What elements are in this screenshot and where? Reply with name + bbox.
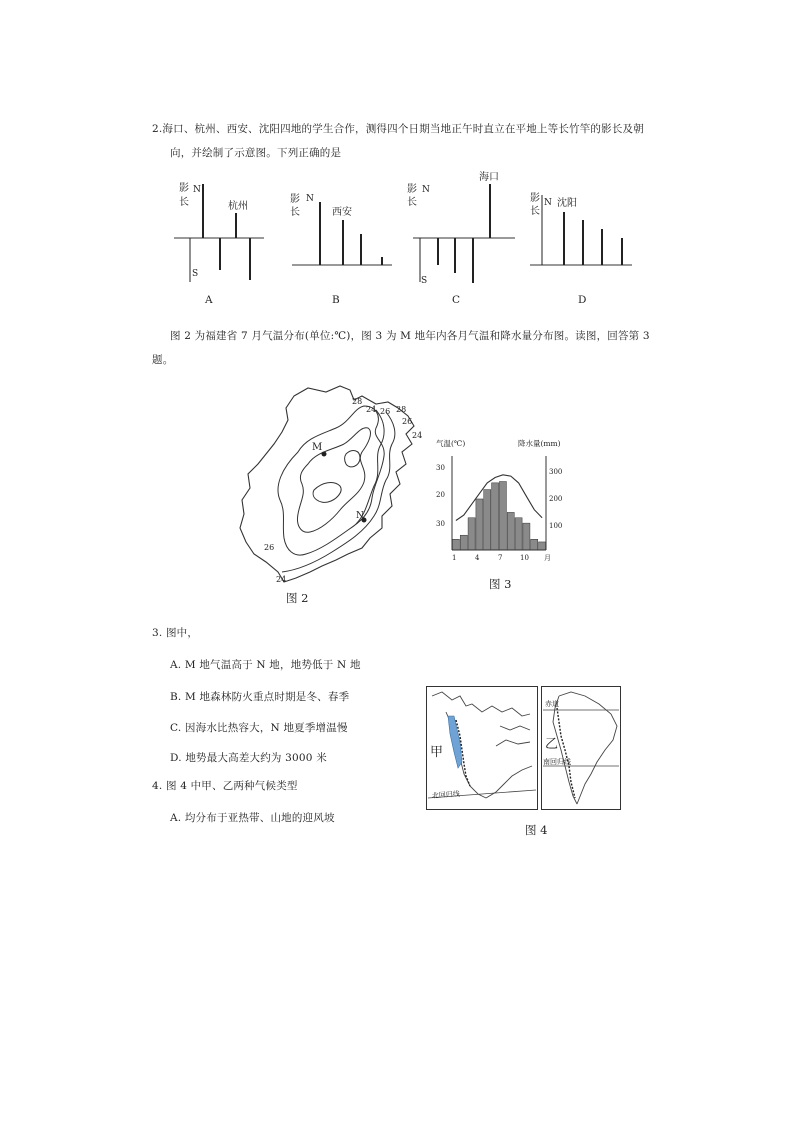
isotherm-label: 24 (366, 405, 377, 414)
left-axis-title: 气温(℃) (436, 439, 466, 448)
right-tick-label: 300 (549, 468, 563, 476)
axis-label-length: 长 (407, 197, 417, 208)
intro3-line1: 图 2 为福建省 7 月气温分布(单位:℃)，图 3 为 M 地年内各月气温和降水量分布图。读图，回答第 3 (170, 330, 650, 342)
left-tick-label: 30 (436, 464, 445, 472)
precipitation-bar (515, 518, 522, 550)
precipitation-bar (476, 499, 483, 550)
label-n: N (356, 511, 364, 521)
right-tick-label: 200 (549, 495, 563, 503)
precipitation-bar (452, 539, 459, 550)
isotherm-label: 26 (402, 417, 413, 426)
north-label: N (544, 198, 552, 208)
q4-option-a: A. 均分布于亚热带、山地的迎风坡 (170, 812, 335, 824)
map-panel-jia (426, 686, 538, 810)
north-label: N (193, 185, 201, 195)
north-label: N (422, 185, 430, 195)
precipitation-bar (507, 512, 514, 550)
axis-label-length: 长 (530, 206, 540, 217)
axis-label-shadow: 影 (290, 194, 300, 205)
isotherm-label: 24 (412, 431, 423, 440)
temperature-curve (456, 475, 542, 521)
figure2-caption: 图 2 (286, 591, 309, 605)
isotherm-label: 26 (380, 407, 391, 416)
figure4-caption: 图 4 (525, 823, 548, 837)
axis-label-shadow: 影 (530, 193, 540, 204)
north-label: N (306, 194, 314, 204)
label-m: M (312, 442, 323, 453)
q2-stem-line2: 向，并绘制了示意图。下列正确的是 (170, 147, 342, 159)
option-letter-c: C (452, 294, 461, 306)
label-tropic-north: 北回归线 (431, 790, 461, 800)
city-label-shenyang: 沈阳 (557, 198, 577, 209)
month-tick-label: 1 (452, 554, 457, 562)
month-tick-label: 4 (475, 554, 480, 562)
month-tick-label: 7 (498, 554, 503, 562)
option-letter-b: B (332, 294, 340, 306)
left-tick-label: 20 (436, 491, 445, 499)
q3-option-b: B. M 地森林防火重点时期是冬、春季 (170, 691, 350, 703)
shadow-diagram-d (528, 192, 638, 272)
q3-option-a: A. M 地气温高于 N 地，地势低于 N 地 (170, 659, 361, 671)
label-jia: 甲 (430, 745, 444, 760)
precipitation-bar (468, 518, 475, 550)
right-tick-label: 100 (549, 522, 563, 530)
precipitation-bar (523, 523, 530, 550)
axis-label-length: 长 (179, 197, 189, 208)
q3-option-d: D. 地势最大高差大约为 3000 米 (170, 752, 327, 764)
map-panel-yi (541, 686, 621, 810)
intro3-line2: 题。 (152, 354, 174, 366)
axis-label-length: 长 (290, 207, 300, 218)
axis-label-shadow: 影 (407, 184, 417, 195)
isotherm-label: 28 (352, 397, 363, 406)
shadow-diagram-b (290, 190, 400, 272)
q3-stem: 3. 图中， (152, 627, 199, 639)
isotherm-line (282, 412, 395, 572)
isotherm-line (345, 451, 361, 467)
climograph (432, 436, 562, 568)
right-axis-title: 降水量(mm) (518, 439, 561, 448)
month-tick-label: 10 (520, 554, 529, 562)
city-label-haikou: 海口 (479, 172, 499, 183)
q3-option-c: C. 因海水比热容大，N 地夏季增温慢 (170, 722, 348, 734)
city-label-xian: 西安 (332, 207, 352, 218)
precipitation-bar (531, 539, 538, 550)
city-label-hangzhou: 杭州 (228, 201, 248, 212)
precipitation-bar (492, 483, 499, 550)
isotherm-label: 24 (276, 575, 287, 584)
figure3-caption: 图 3 (489, 577, 512, 591)
fujian-isotherm-map (236, 382, 426, 588)
month-unit-label: 月 (544, 554, 551, 562)
label-yi: 乙 (545, 737, 559, 752)
isotherm-label: 26 (264, 543, 275, 552)
south-label: S (192, 269, 199, 279)
q4-stem: 4. 图 4 中甲、乙两种气候类型 (152, 780, 298, 792)
option-letter-a: A (205, 294, 213, 306)
isotherm-line (313, 483, 341, 503)
precipitation-bar (484, 490, 491, 550)
shadow-diagram-c (405, 170, 520, 290)
q2-stem-line1: 2.海口、杭州、西安、沈阳四地的学生合作，测得四个日期当地正午时直立在平地上等长竹竿的影长及朝 (152, 123, 644, 135)
point-m (322, 452, 327, 457)
precipitation-bar (499, 482, 506, 550)
label-equator: 赤道 (545, 700, 559, 708)
left-tick-label: 30 (436, 520, 445, 528)
axis-label-shadow: 影 (179, 183, 189, 194)
option-letter-d: D (578, 294, 587, 306)
shadow-diagram-a (170, 178, 270, 310)
south-label: S (421, 276, 428, 286)
label-tropic-south: 南回归线 (543, 758, 571, 766)
isotherm-label: 28 (396, 405, 407, 414)
precipitation-bar (539, 542, 546, 550)
precipitation-bar (460, 535, 467, 550)
